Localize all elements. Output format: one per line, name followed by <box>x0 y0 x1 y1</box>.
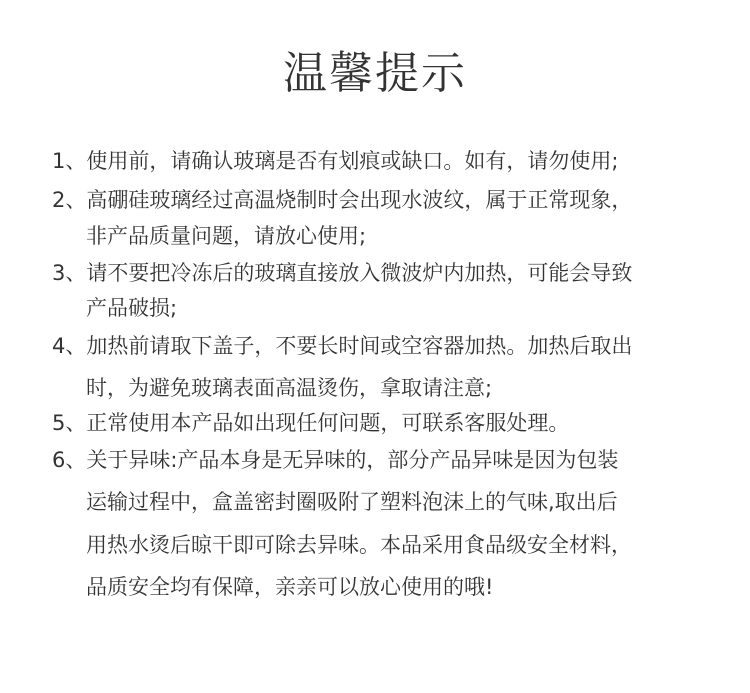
notice-item-3-line-1: 3、请不要把冷冻后的玻璃直接放入微波炉内加热，可能会导致 <box>52 261 633 285</box>
notice-item-6-line-2: 运输过程中，盒盖密封圈吸附了塑料泡沫上的气味,取出后 <box>86 490 618 514</box>
notice-item-6-line-1: 6、关于异味:产品本身是无异味的，部分产品异味是因为包装 <box>52 448 619 472</box>
notice-item-6-line-4: 品质安全均有保障，亲亲可以放心使用的哦! <box>86 575 494 599</box>
notice-item-1-line-1: 1、使用前，请确认玻璃是否有划痕或缺口。如有，请勿使用; <box>52 149 619 173</box>
notice-item-5-line-1: 5、正常使用本产品如出现任何问题，可联系客服处理。 <box>52 411 570 435</box>
notice-item-2-line-2: 非产品质量问题，请放心使用; <box>86 224 367 248</box>
page-title: 温馨提示 <box>283 48 467 99</box>
notice-item-6-line-3: 用热水烫后晾干即可除去异味。本品采用食品级安全材料， <box>86 533 632 557</box>
notice-item-4-line-2: 时，为避免玻璃表面高温烫伤，拿取请注意; <box>86 376 493 400</box>
notice-item-3-line-2: 产品破损; <box>86 296 178 320</box>
notice-item-2-line-1: 2、高硼硅玻璃经过高温烧制时会出现水波纹，属于正常现象， <box>52 188 633 212</box>
notice-item-4-line-1: 4、加热前请取下盖子，不要长时间或空容器加热。加热后取出 <box>52 334 633 358</box>
